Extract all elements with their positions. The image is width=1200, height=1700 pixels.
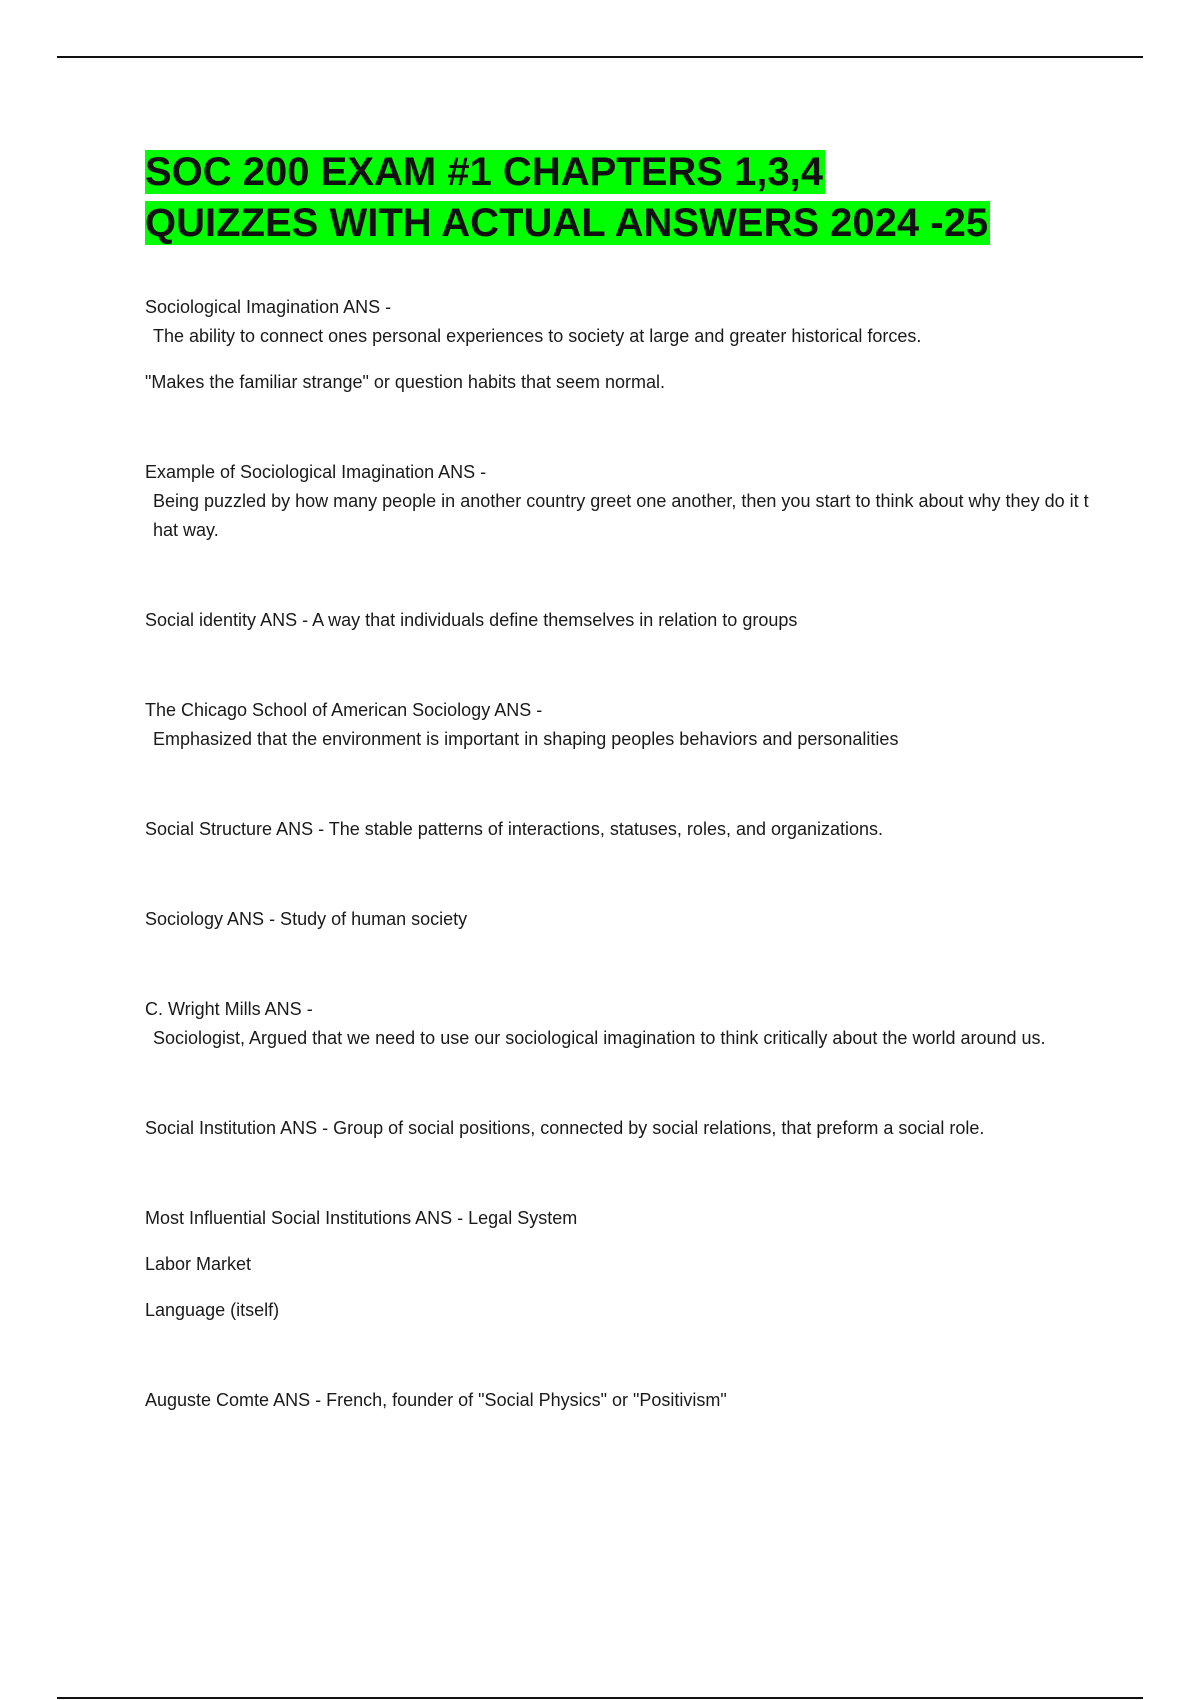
qa-entry-example-sociological-imagination [145,458,1095,545]
qa-entry-social-identity [145,606,1095,635]
title-line-1: SOC 200 EXAM #1 CHAPTERS 1,3,4 [145,150,824,194]
qa-entry-sociological-imagination [145,293,1095,397]
term-line: Social identity ANS - A way that individuals define themselves in relation to groups [145,610,798,630]
bottom-rule [57,1697,1143,1699]
term-line: Social Structure ANS - The stable patterns of interactions, statuses, roles, and organizations. [145,819,884,839]
qa-entry-chicago-school [145,696,1095,754]
term-line: Example of Sociological Imagination ANS - [145,462,487,482]
answer-line: Sociologist, Argued that we need to use our sociological imagination to think critically about the world around us. [153,1028,1046,1048]
qa-entry-most-influential-institutions [145,1204,1095,1325]
term-line: Auguste Comte ANS - French, founder of "Social Physics" or "Positivism" [145,1390,727,1410]
term-line: Most Influential Social Institutions ANS - Legal System [145,1208,578,1228]
top-rule [57,56,1143,58]
term-line: Sociological Imagination ANS - [145,297,392,317]
term-line: Social Institution ANS - Group of social positions, connected by social relations, that preform a social role. [145,1118,985,1138]
term-line: Sociology ANS - Study of human society [145,909,468,929]
qa-entry-c-wright-mills [145,995,1095,1053]
answer-extra-line: "Makes the familiar strange" or question habits that seem normal. [145,372,666,392]
qa-entry-social-structure [145,815,1095,844]
qa-entry-sociology [145,905,1095,934]
answer-line: The ability to connect ones personal experiences to society at large and greater historical forces. [153,326,922,346]
answer-extra-line: Language (itself) [145,1300,280,1320]
qa-list [145,293,1095,1415]
title-line-2: QUIZZES WITH ACTUAL ANSWERS 2024 -25 [145,201,989,245]
term-line: The Chicago School of American Sociology ANS - [145,700,543,720]
document-title [145,147,990,249]
answer-extra-line: Labor Market [145,1254,252,1274]
answer-line: Being puzzled by how many people in another country greet one another, then you start to think about why they do it that way. [153,491,1089,540]
answer-line: Emphasized that the environment is important in shaping peoples behaviors and personalities [153,729,899,749]
qa-entry-social-institution [145,1114,1095,1143]
qa-entry-auguste-comte [145,1386,1095,1415]
term-line: C. Wright Mills ANS - [145,999,313,1019]
